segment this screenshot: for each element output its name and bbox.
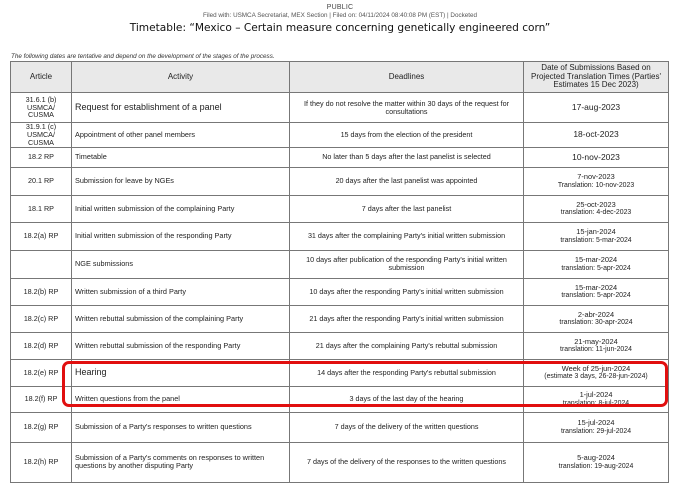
activity-cell: Written questions from the panel xyxy=(72,386,290,412)
article-cell: 31.6.1 (b) USMCA/ CUSMA xyxy=(11,93,72,123)
date-cell xyxy=(524,93,669,123)
article-cell: 20.1 RP xyxy=(11,167,72,195)
article-cell: 18.2(e) RP xyxy=(11,359,72,386)
date-value: 10-nov-2023 xyxy=(572,151,620,162)
date-secondary: translation: 29-jul-2024 xyxy=(560,427,632,435)
date-secondary: (estimate 3 days, 26-28-jun-2024) xyxy=(544,373,648,381)
date-secondary: Translation: 10-nov-2023 xyxy=(557,181,635,189)
activity-cell: Submission for leave by NGEs xyxy=(72,167,290,195)
activity-cell: Submission of a Party's comments on responses to written questions by another disputing Party xyxy=(72,442,290,482)
table-row xyxy=(11,167,669,195)
date-value: 18-oct-2023 xyxy=(573,129,619,140)
date-value: 15-jul-2024 xyxy=(577,418,615,428)
deadline-cell: If they do not resolve the matter within 30 days of the request for consultations xyxy=(290,93,524,123)
filing-info: Filed with: USMCA Secretariat, MEX Section | Filed on: 04/11/2024 08:40:08 PM (EST) | Docketed xyxy=(202,12,478,19)
table-row xyxy=(11,332,669,359)
date-value: Week of 25-jun-2024 xyxy=(561,363,631,373)
timetable xyxy=(10,61,669,483)
date-cell xyxy=(524,123,669,148)
deadline-cell: 21 days after the complaining Party's rebuttal submission xyxy=(290,332,524,359)
classification-label: PUBLIC xyxy=(326,4,354,11)
deadline-cell: 7 days of the delivery of the written questions xyxy=(290,412,524,442)
date-cell xyxy=(524,278,669,305)
deadline-cell: No later than 5 days after the last panelist is selected xyxy=(290,147,524,167)
activity-cell: Initial written submission of the complaining Party xyxy=(72,195,290,222)
date-secondary: translation: 5-apr-2024 xyxy=(561,264,631,272)
date-value: 15-mar-2024 xyxy=(574,255,618,265)
article-cell: 18.2(f) RP xyxy=(11,386,72,412)
deadline-cell: 7 days after the last panelist xyxy=(290,195,524,222)
table-row xyxy=(11,386,669,412)
table-row xyxy=(11,123,669,148)
date-secondary: translation: 11-jun-2024 xyxy=(560,346,632,354)
activity-cell: Initial written submission of the responding Party xyxy=(72,222,290,250)
date-value: 2-abr-2024 xyxy=(577,309,615,319)
article-cell: 18.2(c) RP xyxy=(11,305,72,332)
table-row xyxy=(11,250,669,278)
activity-cell: Timetable xyxy=(72,147,290,167)
article-cell: 18.2(a) RP xyxy=(11,222,72,250)
deadline-cell: 3 days of the last day of the hearing xyxy=(290,386,524,412)
article-cell: 18.2 RP xyxy=(11,147,72,167)
table-header-row xyxy=(11,62,669,93)
tentative-note: The following dates are tentative and depend on the development of the stages of the process. xyxy=(11,53,275,60)
date-cell xyxy=(524,386,669,412)
date-cell xyxy=(524,167,669,195)
column-header-deadlines: Deadlines xyxy=(290,62,524,93)
date-secondary: translation: 19-aug-2024 xyxy=(558,462,634,470)
table-row xyxy=(11,412,669,442)
article-cell: 18.2(h) RP xyxy=(11,442,72,482)
deadline-cell: 14 days after the responding Party's rebuttal submission xyxy=(290,359,524,386)
article-cell: 31.9.1 (c) USMCA/ CUSMA xyxy=(11,123,72,148)
activity-cell: Written submission of a third Party xyxy=(72,278,290,305)
date-value: 7-nov-2023 xyxy=(577,172,615,182)
deadline-cell: 10 days after publication of the responding Party's initial written submission xyxy=(290,250,524,278)
column-header-date: Date of Submissions Based on Projected Translation Times (Parties' Estimates 15 Dec 2023) xyxy=(524,62,669,93)
date-cell xyxy=(524,147,669,167)
date-cell xyxy=(524,442,669,482)
activity-cell: Hearing xyxy=(72,359,290,386)
table-row xyxy=(11,195,669,222)
activity-cell: Submission of a Party's responses to written questions xyxy=(72,412,290,442)
date-secondary: translation: 30-apr-2024 xyxy=(559,319,633,327)
date-secondary: translation: 5-apr-2024 xyxy=(561,292,631,300)
deadline-cell: 15 days from the election of the president xyxy=(290,123,524,148)
date-value: 15-jan-2024 xyxy=(576,227,616,237)
date-cell xyxy=(524,332,669,359)
activity-cell: NGE submissions xyxy=(72,250,290,278)
date-secondary: translation: 8-jul-2024 xyxy=(562,399,630,407)
date-cell xyxy=(524,305,669,332)
column-header-activity: Activity xyxy=(72,62,290,93)
article-cell: 18.1 RP xyxy=(11,195,72,222)
column-header-article: Article xyxy=(11,62,72,93)
table-row xyxy=(11,93,669,123)
date-secondary: translation: 5-mar-2024 xyxy=(560,236,632,244)
deadline-cell: 31 days after the complaining Party's initial written submission xyxy=(290,222,524,250)
date-value: 17-aug-2023 xyxy=(571,101,621,112)
date-cell xyxy=(524,195,669,222)
table-row xyxy=(11,305,669,332)
activity-cell: Written rebuttal submission of the responding Party xyxy=(72,332,290,359)
date-cell xyxy=(524,412,669,442)
table-row xyxy=(11,147,669,167)
date-cell xyxy=(524,222,669,250)
deadline-cell: 10 days after the responding Party's initial written submission xyxy=(290,278,524,305)
date-value: 1-jul-2024 xyxy=(579,390,613,400)
article-cell xyxy=(11,250,72,278)
table-row xyxy=(11,278,669,305)
table-row xyxy=(11,222,669,250)
activity-cell: Request for establishment of a panel xyxy=(72,93,290,123)
table-row xyxy=(11,442,669,482)
document-title: Timetable: “Mexico – Certain measure concerning genetically engineered corn” xyxy=(129,22,551,34)
date-value: 15-mar-2024 xyxy=(574,282,618,292)
deadline-cell: 20 days after the last panelist was appointed xyxy=(290,167,524,195)
date-value: 21-may-2024 xyxy=(574,336,618,346)
deadline-cell: 7 days of the delivery of the responses to the written questions xyxy=(290,442,524,482)
activity-cell: Written rebuttal submission of the complaining Party xyxy=(72,305,290,332)
article-cell: 18.2(b) RP xyxy=(11,278,72,305)
activity-cell: Appointment of other panel members xyxy=(72,123,290,148)
date-value: 25-oct-2023 xyxy=(576,199,616,209)
article-cell: 18.2(d) RP xyxy=(11,332,72,359)
deadline-cell: 21 days after the responding Party's initial written submission xyxy=(290,305,524,332)
table-row-hearing xyxy=(11,359,669,386)
article-cell: 18.2(g) RP xyxy=(11,412,72,442)
date-cell xyxy=(524,359,669,386)
date-secondary: translation: 4-dec-2023 xyxy=(560,209,632,217)
date-cell xyxy=(524,250,669,278)
date-value: 5-aug-2024 xyxy=(577,453,615,463)
